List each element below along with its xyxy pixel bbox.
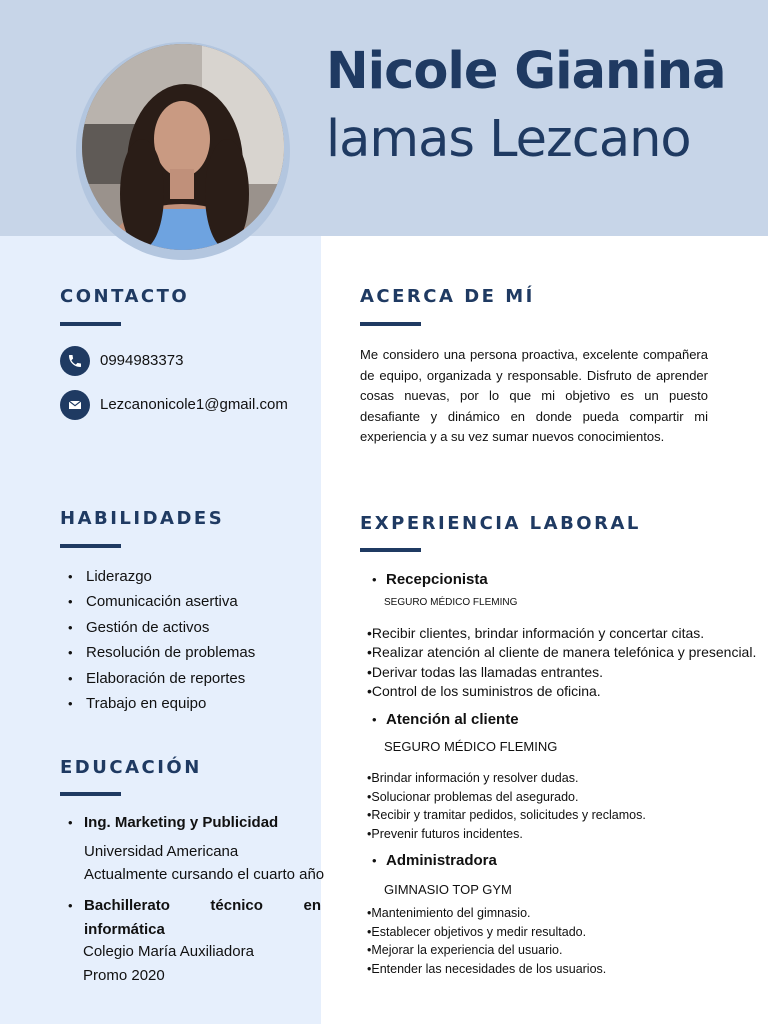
- education-degree-text: • Bachillerato técnico en informática: [84, 897, 321, 938]
- contact-heading: CONTACTO: [60, 286, 190, 307]
- skills-heading: HABILIDADES: [60, 508, 225, 529]
- profile-photo: [82, 44, 284, 250]
- job-role: • Recepcionista: [372, 571, 488, 588]
- mail-icon: [60, 390, 90, 420]
- skill-item: • Comunicación asertiva: [68, 589, 255, 614]
- job-task: • Mejorar la experiencia del usuario.: [367, 941, 606, 960]
- email-address[interactable]: Lezcanonicole1@gmail.com: [100, 396, 288, 413]
- education-degree: • Ing. Marketing y Publicidad: [68, 814, 278, 831]
- education-rule: [60, 792, 121, 796]
- phone-number[interactable]: 0994983373: [100, 352, 184, 369]
- job-task: • Control de los suministros de oficina.: [367, 682, 756, 701]
- about-heading: ACERCA DE MÍ: [360, 286, 535, 307]
- job-tasks: [367, 904, 606, 978]
- skill-item: • Liderazgo: [68, 564, 255, 589]
- education-institution: Universidad Americana: [84, 843, 239, 860]
- phone-icon: [60, 346, 90, 376]
- skill-item: • Gestión de activos: [68, 615, 255, 640]
- job-role: • Administradora: [372, 852, 497, 869]
- education-heading: EDUCACIÓN: [60, 757, 202, 778]
- job-task: • Realizar atención al cliente de manera telefónica y presencial.: [367, 643, 756, 662]
- job-task: • Mantenimiento del gimnasio.: [367, 904, 606, 923]
- job-tasks: [367, 624, 756, 701]
- job-task: • Prevenir futuros incidentes.: [367, 825, 646, 844]
- skill-item: • Resolución de problemas: [68, 640, 255, 665]
- skills-rule: [60, 544, 121, 548]
- education-institution-2: Colegio María Auxiliadora: [83, 943, 254, 960]
- job-task: • Brindar información y resolver dudas.: [367, 769, 646, 788]
- job-company: SEGURO MÉDICO FLEMING: [384, 739, 558, 754]
- job-task: • Solucionar problemas del asegurado.: [367, 788, 646, 807]
- job-role: • Atención al cliente: [372, 711, 519, 728]
- education-detail-2: Promo 2020: [83, 967, 165, 984]
- about-rule: [360, 322, 421, 326]
- job-company: GIMNASIO TOP GYM: [384, 882, 512, 897]
- name-first-line: Nicole Gianina: [326, 42, 726, 101]
- experience-rule: [360, 548, 421, 552]
- education-degree-2: [68, 894, 321, 942]
- skills-list: [68, 564, 255, 716]
- skill-item: • Elaboración de reportes: [68, 666, 255, 691]
- job-tasks: [367, 769, 646, 843]
- job-company: SEGURO MÉDICO FLEMING: [384, 597, 518, 608]
- job-task: • Establecer objetivos y medir resultado.: [367, 923, 606, 942]
- job-task: • Derivar todas las llamadas entrantes.: [367, 663, 756, 682]
- job-task: • Recibir y tramitar pedidos, solicitudes y reclamos.: [367, 806, 646, 825]
- name-last-line: lamas Lezcano: [326, 110, 691, 169]
- skill-item: • Trabajo en equipo: [68, 691, 255, 716]
- experience-heading: EXPERIENCIA LABORAL: [360, 513, 641, 534]
- job-task: • Entender las necesidades de los usuarios.: [367, 960, 606, 979]
- job-task: • Recibir clientes, brindar información y concertar citas.: [367, 624, 756, 643]
- about-text: Me considero una persona proactiva, excelente compañera de equipo, organizada y responsable. Disfruto de aprender cosas nuevas, por lo que mi objetivo es un puesto desafiante y dinámico en donde pueda compartir mi experiencia y a su vez sumar nuevos conocimientos.: [360, 347, 708, 444]
- contact-rule: [60, 322, 121, 326]
- education-detail: Actualmente cursando el cuarto año: [84, 866, 325, 883]
